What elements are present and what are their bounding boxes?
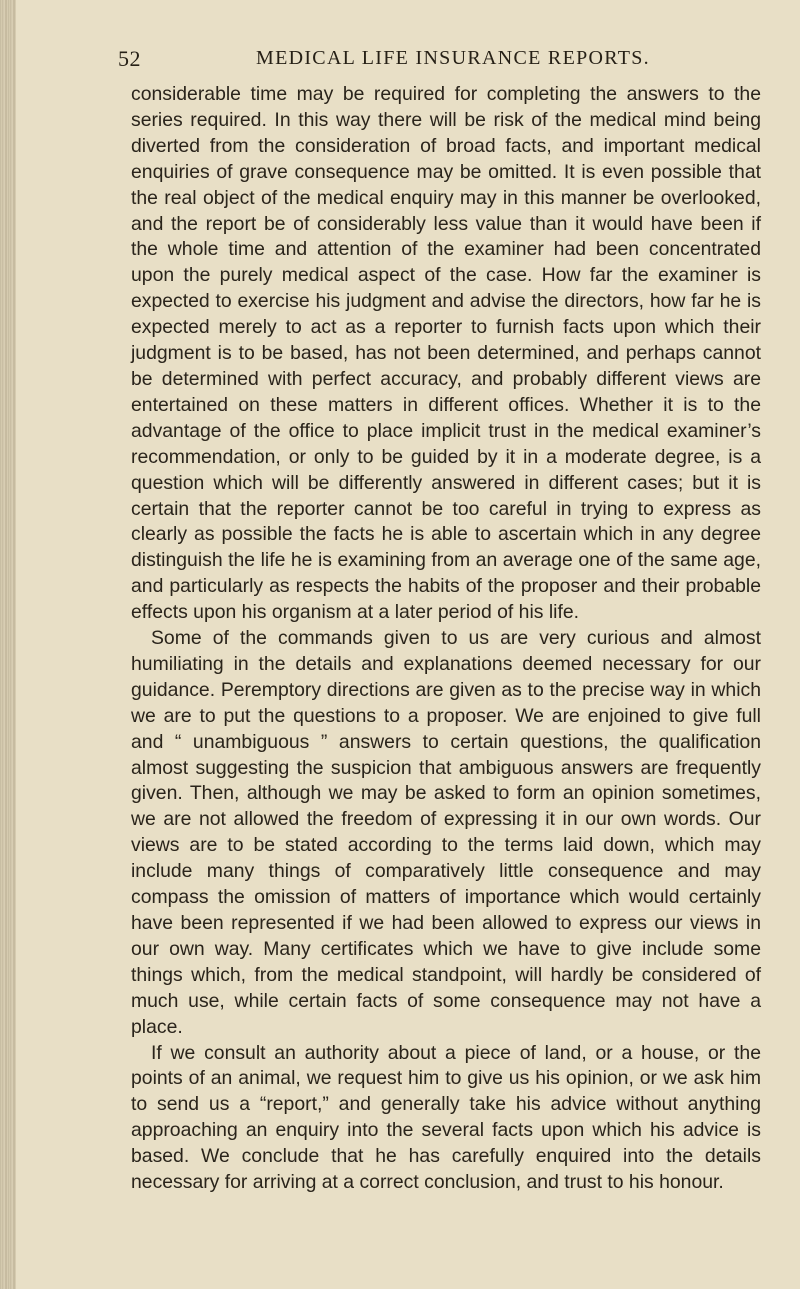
running-head: MEDICAL LIFE INSURANCE REPORTS. <box>256 47 650 69</box>
paragraph: If we consult an authority about a piece of land, or a house, or the points of an animal, we request him to give us his opinion, or we ask him to send us a “report,” and generally take his advice without anything approaching an enquiry into the several facts upon which his advice is based. We conclude that he has carefully enquired into the details necessary for arriving at a correct conclusion, and trust to his honour. <box>131 1041 761 1194</box>
page-number: 52 <box>118 46 141 71</box>
paragraph: considerable time may be required for completing the answers to the series required. In this way there will be risk of the medical mind being diverted from the consideration of broad facts, and important medical enquiries of grave consequence may be omitted. It is even possible that the real object of the medical enquiry may in this manner be overlooked, and the report be of considerably less value than it would have been if the whole time and attention of the examiner had been concentrated upon the purely medical aspect of the case. How far the examiner is expected to exercise his judgment and advise the directors, how far he is expected merely to act as a reporter to furnish facts upon which their judgment is to be based, has not been determined, and perhaps cannot be determined with perfect accuracy, and probably different views are entertained on these matters in different offices. Whether it is to the advantage of the office to place implicit trust in the medical examiner’s recommendation, or only to be guided by it in a moderate degree, is a question which will be differently answered in different cases; but it is certain that the reporter cannot be too careful in trying to express as clearly as possible the facts he is able to ascertain which in any degree distinguish the life he is examining from an average one of the same age, and particularly as respects the habits of the proposer and their probable effects upon his organism at a later period of his life. <box>131 83 761 624</box>
body-text <box>131 82 761 1196</box>
paragraph: Some of the commands given to us are very curious and almost humiliating in the details and explanations deemed necessary for our guidance. Peremptory directions are given as to the precise way in which we are to put the questions to a proposer. We are enjoined to give full and “ unambiguous ” answers to certain questions, the qualification almost suggesting the suspicion that ambiguous answers are frequently given. Then, although we may be asked to form an opinion sometimes, we are not allowed the freedom of expressing it in our own words. Our views are to be stated according to the terms laid down, which may include many things of comparatively little consequence and may compass the omission of matters of importance which would certainly have been represented if we had been allowed to express our views in our own way. Many certificates which we have to give include some things which, from the medical standpoint, will hardly be considered of much use, while certain facts of some consequence may not have a place. <box>131 627 761 1038</box>
page-header <box>118 46 678 76</box>
binding-gutter <box>0 0 16 1289</box>
